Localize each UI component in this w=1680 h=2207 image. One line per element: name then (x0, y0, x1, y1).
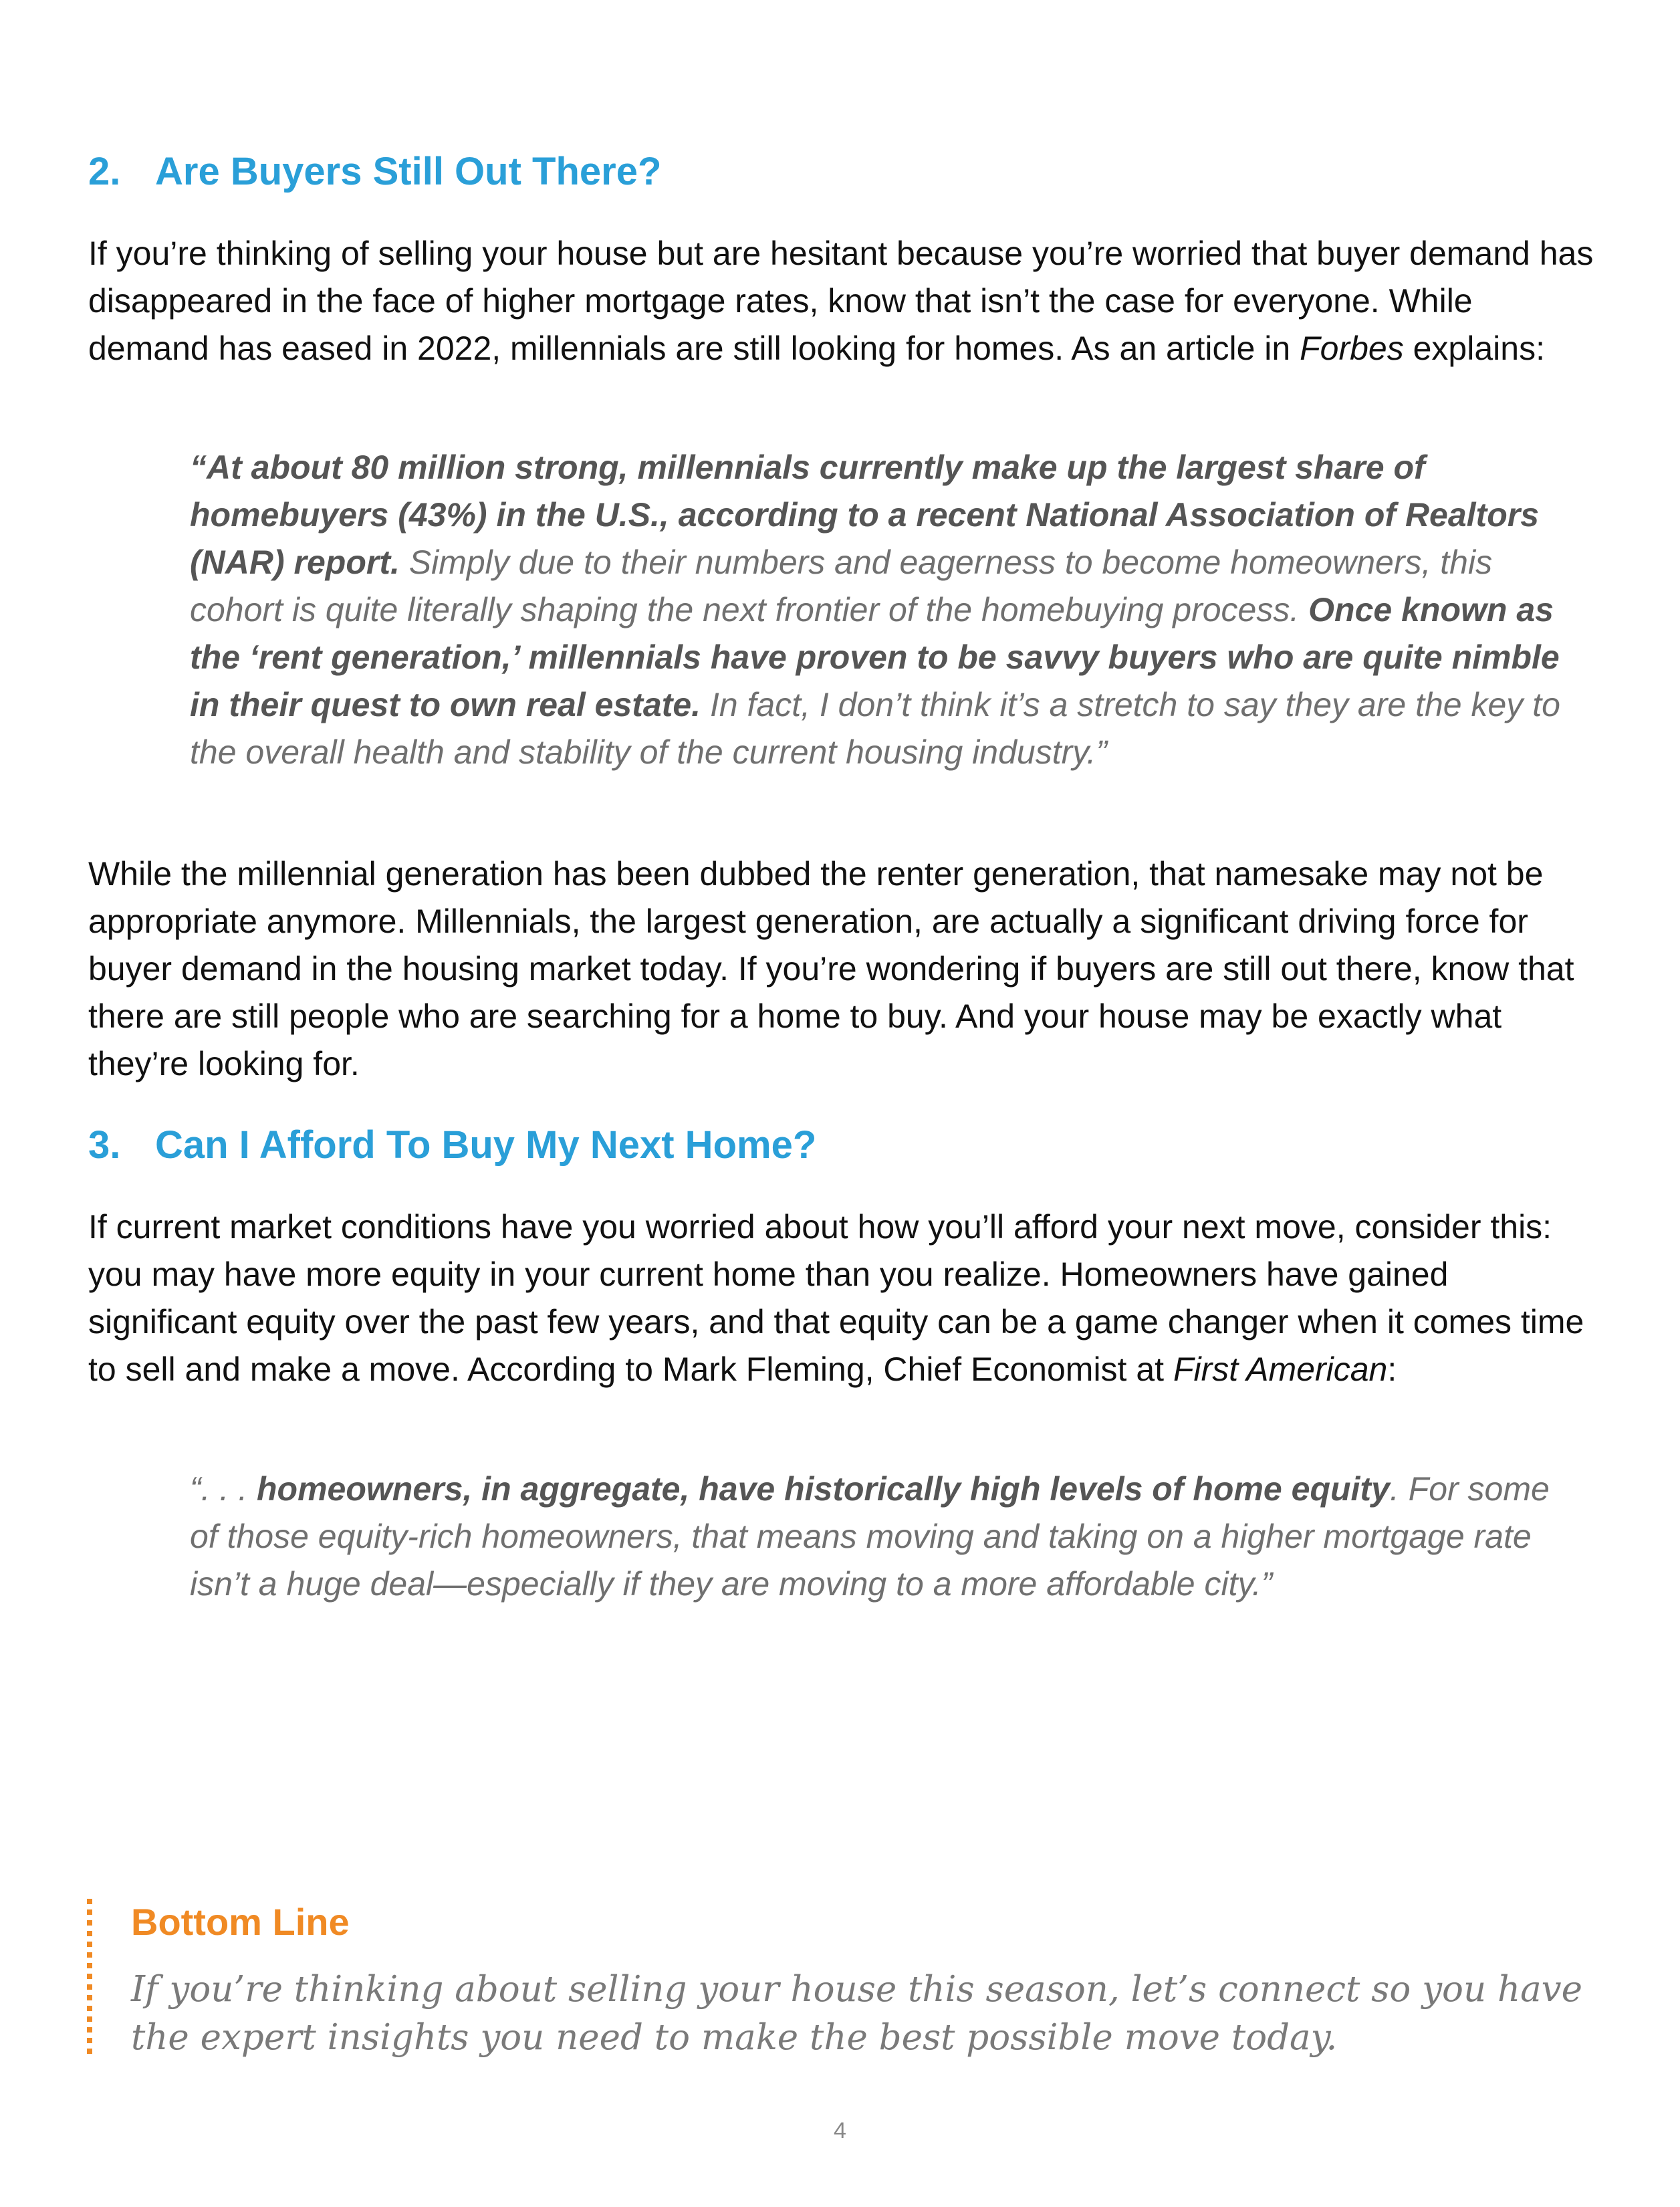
section-2-intro-end: explains: (1403, 330, 1545, 367)
bottom-line-text: If you’re thinking about selling your house this season, let’s connect so you have the expert insights you need to make the best possible move today. (131, 1969, 1582, 2058)
first-american-citation: First American (1173, 1351, 1388, 1388)
forbes-quote (190, 444, 1580, 776)
forbes-quote-bold-2: Once known as the ‘rent generation,’ millennials have proven to be savvy buyers who are quite nimble in their quest to own real estate. (190, 591, 1560, 723)
section-2-heading (88, 148, 661, 195)
section-2-number: 2. (88, 150, 121, 193)
fleming-quote-plain: . For some of those equity-rich homeowners, that means moving and taking on a higher mortgage rate isn’t a huge deal—especially if they are moving to a more affordable city.” (190, 1470, 1550, 1603)
forbes-quote-bold-1: “At about 80 million strong, millennials currently make up the largest share of homebuyers (43%) in the U.S., according to a recent National Association of Realtors (NAR) report. (190, 449, 1540, 581)
section-2-title: Are Buyers Still Out There? (155, 150, 662, 193)
fleming-quote-open: “. . . (190, 1470, 257, 1508)
section-3-intro (88, 1203, 1599, 1393)
section-2-intro-text: If you’re thinking of selling your house but are hesitant because you’re worried that buyer demand has disappeared in the face of higher mortgage rates, know that isn’t the case for everyone. While demand has eased in 2022, millennials are still looking for homes. As an article in (88, 235, 1594, 367)
section-2-followup: While the millennial generation has been dubbed the renter generation, that namesake may not be appropriate anymore. Millennials, the largest generation, are actually a significant driving force for buyer demand in the housing market today. If you’re wondering if buyers are still out there, know that there are still people who are searching for a home to buy. And your house may be exactly what they’re looking for. (88, 855, 1574, 1082)
section-3-intro-end: : (1387, 1351, 1397, 1388)
fleming-quote-bold: homeowners, in aggregate, have historically high levels of home equity (257, 1470, 1390, 1508)
bottom-line-title: Bottom Line (131, 1901, 350, 1943)
section-3-intro-text: If current market conditions have you worried about how you’ll afford your next move, consider this: you may have more equity in your current home than you realize. Homeowners have gained significant equity over the past few years, and that equity can be a game changer when it comes time to sell and make a move. According to Mark Fleming, Chief Economist at (88, 1208, 1584, 1388)
section-3-heading (88, 1122, 816, 1169)
bottom-line-dotted-bar (87, 1899, 92, 2059)
fleming-quote (190, 1466, 1580, 1608)
page-number: 4 (834, 2118, 846, 2143)
forbes-quote-plain-2: In fact, I don’t think it’s a stretch to say they are the key to the overall health and stability of the current housing industry.” (190, 686, 1560, 771)
section-3-number: 3. (88, 1123, 121, 1167)
forbes-citation: Forbes (1300, 330, 1404, 367)
forbes-quote-plain-1: Simply due to their numbers and eagerness to become homeowners, this cohort is quite literally shaping the next frontier of the homebuying process. (190, 544, 1493, 628)
section-2-intro (88, 230, 1599, 372)
section-3-title: Can I Afford To Buy My Next Home? (155, 1123, 817, 1167)
